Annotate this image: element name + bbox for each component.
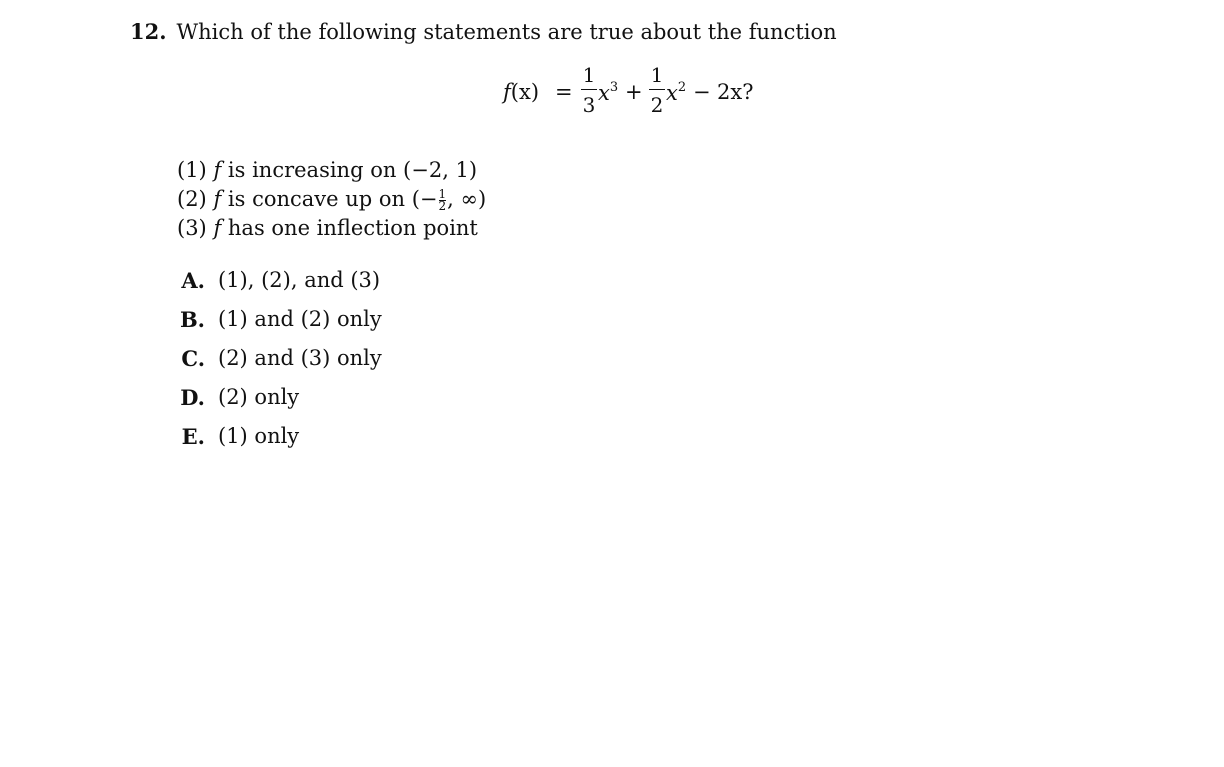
fraction-one-third: 1 3 — [582, 63, 596, 117]
choice-text: (1) only — [218, 424, 300, 448]
question-number: 12. — [130, 19, 167, 44]
statement-2: (2) f is concave up on (− $\frac{1}{2}$ , ∞) — [177, 187, 487, 213]
formula-term-x-cubed: $x^3$ — [598, 80, 619, 105]
question-prompt: Which of the following statements are true about the function — [176, 20, 837, 44]
choice-letter: C. — [181, 346, 205, 371]
choice-text: (1), (2), and (3) — [218, 268, 381, 292]
formula-lhs: f(x) — [503, 80, 540, 104]
formula-term-x-squared: $x^2$ — [666, 80, 687, 105]
statement-3: (3) f has one inflection point — [177, 216, 478, 240]
formula-equals: = — [555, 80, 573, 104]
choice-letter: A. — [181, 268, 205, 293]
choice-letter: E. — [181, 424, 205, 449]
choice-text: (1) and (2) only — [218, 307, 382, 331]
formula-term-2x: 2x? — [717, 80, 754, 104]
choice-letter: B. — [179, 307, 205, 332]
fraction-one-half: 1 2 — [650, 63, 664, 117]
formula-plus: + — [625, 80, 643, 104]
question-header — [130, 18, 837, 46]
fraction-one-half-small: $\frac{1}{2}$ — [438, 187, 447, 213]
choice-letter: D. — [180, 385, 205, 410]
statement-list — [177, 156, 486, 243]
statement-1: (1) f is increasing on (−2, 1) — [177, 158, 478, 182]
choice-text: (2) only — [218, 385, 300, 409]
formula-minus: − — [693, 80, 711, 104]
choice-text: (2) and (3) only — [218, 346, 382, 370]
